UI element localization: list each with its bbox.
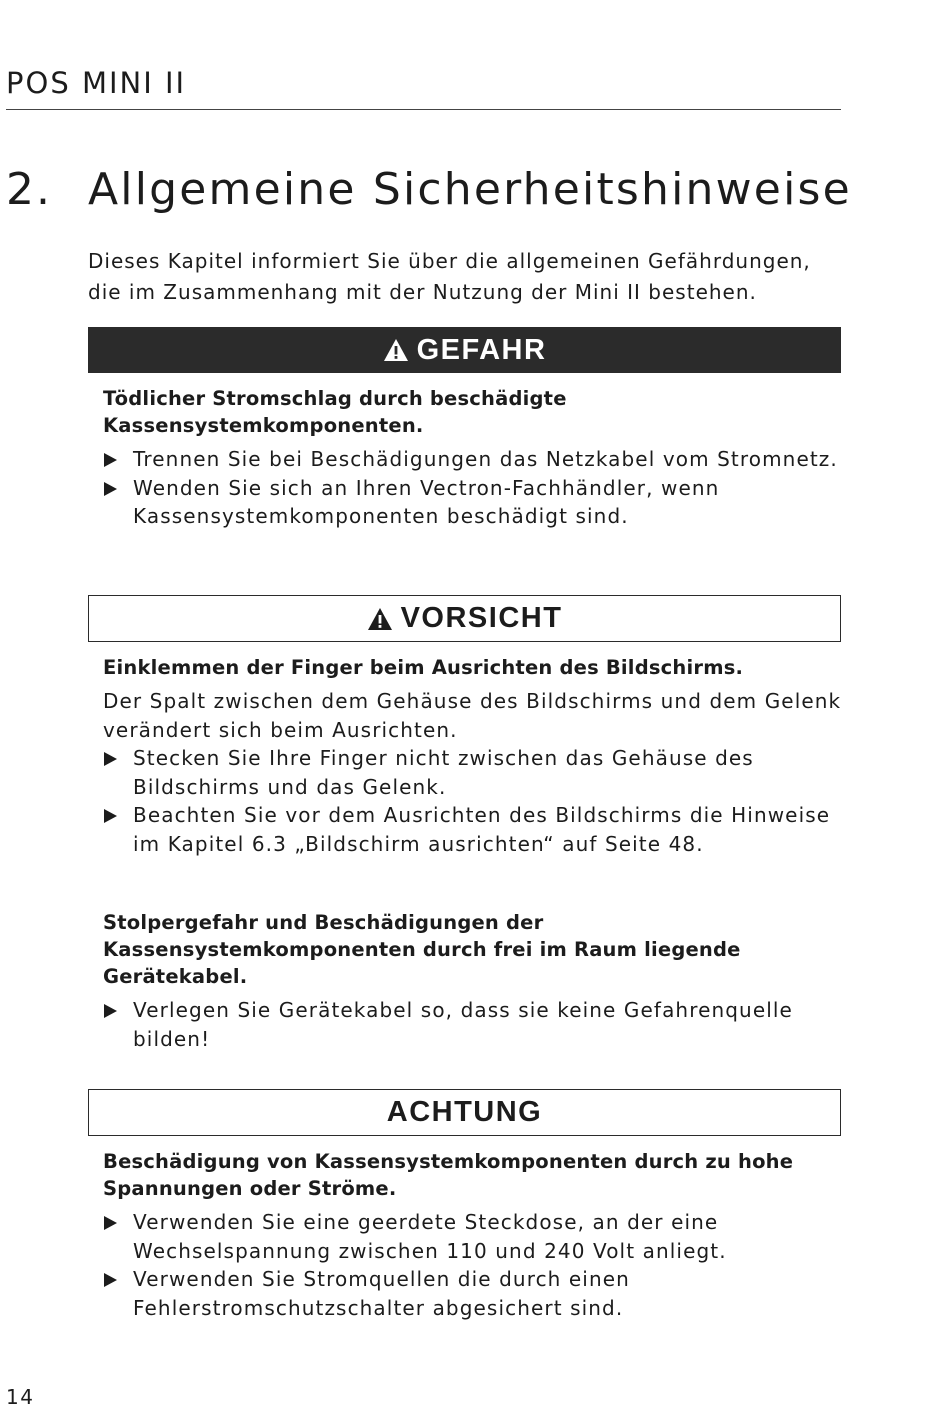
caution-bullet-list-2	[103, 996, 843, 1053]
notice-section	[103, 1148, 843, 1322]
list-item	[103, 445, 843, 474]
caution-banner	[88, 595, 841, 642]
list-item	[103, 744, 843, 801]
list-item-text: Verwenden Sie eine geerdete Steckdose, an der eine Wechselspannung zwischen 110 und 240 Volt anliegt.	[133, 1210, 727, 1263]
header-divider	[6, 109, 841, 110]
warning-triangle-icon	[383, 338, 409, 362]
warning-triangle-icon	[367, 607, 393, 631]
caution-bullet-list-1	[103, 744, 843, 858]
caution-label: VORSICHT	[400, 602, 563, 634]
list-item-text: Stecken Sie Ihre Finger nicht zwischen das Gehäuse des Bildschirms und das Gelenk.	[133, 746, 754, 799]
caution-paragraph: Der Spalt zwischen dem Gehäuse des Bildschirms und dem Gelenk verändert sich beim Ausrichten.	[103, 689, 842, 742]
caution-heading-1: Einklemmen der Finger beim Ausrichten des Bildschirms.	[103, 656, 744, 679]
list-item-text: Beachten Sie vor dem Ausrichten des Bildschirms die Hinweise im Kapitel 6.3 „Bildschirm ausrichten“ auf Seite 48.	[133, 803, 831, 856]
list-item-text: Verlegen Sie Gerätekabel so, dass sie keine Gefahrenquelle bilden!	[133, 998, 793, 1051]
list-item	[103, 801, 843, 858]
danger-bullet-list	[103, 445, 843, 531]
list-item-text: Trennen Sie bei Beschädigungen das Netzkabel vom Stromnetz.	[133, 447, 838, 471]
list-item	[103, 1265, 843, 1322]
notice-label: ACHTUNG	[386, 1096, 543, 1128]
bullet-arrow-icon	[104, 752, 117, 766]
bullet-arrow-icon	[104, 1273, 117, 1287]
danger-heading: Tödlicher Stromschlag durch beschädigte Kassensystemkomponenten.	[103, 387, 567, 437]
danger-section	[103, 385, 843, 531]
bullet-arrow-icon	[104, 453, 117, 467]
bullet-arrow-icon	[104, 1004, 117, 1018]
notice-bullet-list	[103, 1208, 843, 1322]
chapter-number: 2.	[6, 164, 52, 215]
danger-label: GEFAHR	[416, 333, 547, 366]
caution-section-2	[103, 909, 843, 1053]
list-item	[103, 474, 843, 531]
list-item-text: Verwenden Sie Stromquellen die durch einen Fehlerstromschutzschalter abgesichert sind.	[133, 1267, 630, 1320]
danger-banner	[88, 327, 841, 373]
notice-heading: Beschädigung von Kassensystemkomponenten durch zu hohe Spannungen oder Ströme.	[103, 1150, 794, 1200]
caution-heading-2: Stolpergefahr und Beschädigungen der Kassensystemkomponenten durch frei im Raum liegende Gerätekabel.	[103, 911, 741, 988]
running-header: POS MINI II	[6, 66, 187, 100]
list-item-text: Wenden Sie sich an Ihren Vectron-Fachhändler, wenn Kassensystemkomponenten beschädigt sind.	[133, 475, 720, 528]
page-number: 14	[6, 1385, 35, 1409]
chapter-title: Allgemeine Sicherheitshinweise	[88, 164, 852, 215]
bullet-arrow-icon	[104, 482, 117, 496]
notice-banner	[88, 1089, 841, 1136]
intro-paragraph: Dieses Kapitel informiert Sie über die allgemeinen Gefährdungen, die im Zusammenhang mit der Nutzung der Mini II bestehen.	[88, 249, 811, 304]
caution-section-1	[103, 654, 843, 858]
list-item	[103, 996, 843, 1053]
bullet-arrow-icon	[104, 809, 117, 823]
list-item	[103, 1208, 843, 1265]
bullet-arrow-icon	[104, 1216, 117, 1230]
